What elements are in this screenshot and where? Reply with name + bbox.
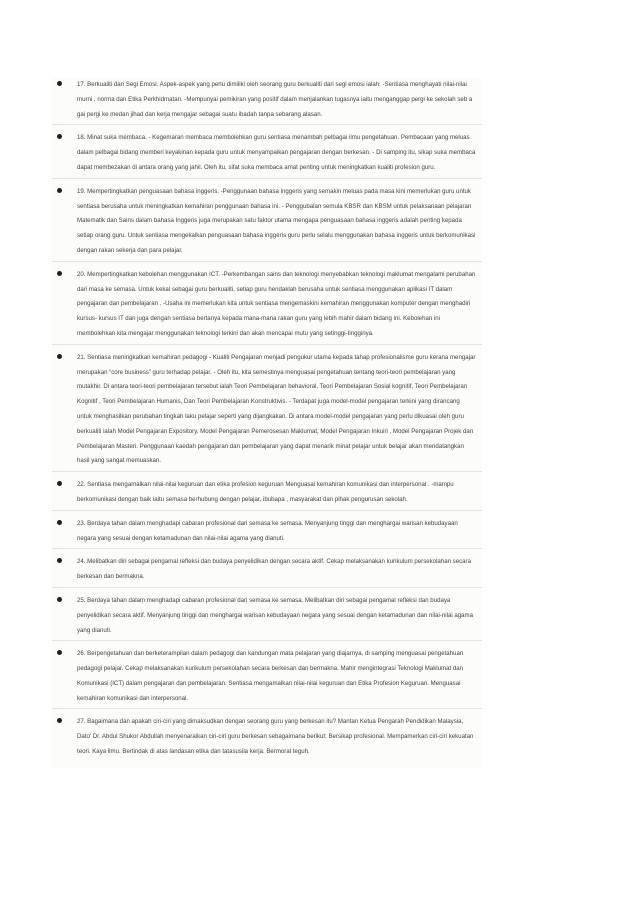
list-item-text: 18. Minat suka membaca. - Kegemaran membaca membolehkan guru sentiasa menambah pelbagai ilmu pengetahuan. Pembacaan yang meluas dalam pelbagai bidang memberi keyakinan kepada guru untuk menyampaikan pengajaran dengan berkesan. - Di samping itu, sikap suka membaca dapat membezakan di antara orang yang jahil. Oleh itu, sifat suka membaca amat penting untuk meningkatkan kualiti profesion guru. (77, 134, 476, 171)
list-item-text: 20. Mempertingkatkan kebolehan menggunakan ICT. -Perkembangan sains dan teknologi menyebabkan teknologi maklumat mengalami perubahan dari masa ke semasa. Untuk kekal sebagai guru berkualiti, setiap guru hendaklah berusaha untuk sentiasa menggunakan aplikasi IT dalam pengajaran dan pembelajaran . -Usaha ini memerlukan kita untuk sentiasa mengemaskini kemahiran menggunakan komputer dengan menghadiri kursus- kursus IT dan juga dengan sentiasa bertanya kepada mana-mana rakan guru yang lebih mahir dalam bidang ini. Kebolehan ini membolehkan kita mengajar menggunakan teknologi terkini dan akan mencapai mutu yang setinggi-tingginya. (77, 270, 476, 337)
bullet-icon (57, 271, 62, 276)
list-item (52, 185, 482, 262)
list-item-text: 23. Berdaya tahan dalam menghadapi cabaran profesional dari semasa ke semasa. Menyanjung tinggi dan menghargai warisan kebudayaan negara yang sesuai dengan ketamadunan dan nilai-nilai agama yang dianuti. (77, 519, 458, 542)
bullet-icon (57, 481, 62, 486)
list-item-text: 25. Berdaya tahan dalam menghadapi cabaran profesional dari semasa ke semasa. Melibatkan diri sebagai pengamal refleksi dan budaya penyelidikan secara aktif. Menyanjung tinggi dan menghargai warisan kebudayaan negara yang sesuai dengan ketamadunan dan nilai-nilai agama yang dianuti. (77, 596, 474, 634)
bullet-icon (57, 718, 62, 723)
list-item (52, 478, 482, 511)
list-item (52, 131, 482, 178)
list-item (52, 555, 482, 588)
bullet-icon (57, 597, 62, 602)
list-item-text: 24. Melibatkan diri sebagai pengamal refleksi dan budaya penyelidikan dengan secara aktif. Cekap melaksanakan kurikulum persekolahan secara berkesan dan bermakna. (77, 558, 471, 581)
list-item-text: 17. Berkualiti dari Segi Emosi. Aspek-aspek yang perlu dimiliki oleh seorang guru berkualiti dari segi emosi ialah: -Sentiasa menghayati nilai-nilai murni , norma dan Etika Perkhidmatan. -Mempunyai pemikiran yang positif dalam menjalankan tugasnya iaitu menganggap pergi ke sekolah seb a gai pergi ke medan jihad dan kerja mengajar sebagai suatu ibadah tanpa sebarang alasan. (77, 81, 473, 118)
list-item-text: 26. Berpengetahuan dan berketerampilan dalam pedagogi dan kandungan mata pelajaran yang diajarnya, di samping menguasai pengetahuan pedagogi pelajar. Cekap melaksanakan kurikulum persekolahan secara berkesan dan bermakna. Mahir mengintegrasi Teknologi Maklumat dan Komunikasi (ICT) dalam pengajaran dan pembelajaran. Sentiasa mengamalkan nilai-nilai keguruan dan Etika Profesion Keguruan. Menguasai kemahiran komunikasi dan interpersonal. (77, 650, 464, 702)
bullet-icon (57, 558, 62, 563)
list-item-text: 22. Sentiasa mengamalkan nilai-nilai keguruan dan etika profesion keguruan Menguasai kemahiran komunikasi dan interpersonal . -mampu berkomunikasi dengan baik iaitu semasa berhubung dengan pelajar, ibubapa , masyarakat dan pihak pengurusan sekolah. (77, 481, 454, 503)
bullet-icon (57, 188, 62, 193)
list-item (52, 351, 482, 472)
list-item-text: 19. Mempertingkatkan penguasaan bahasa inggeris. -Penggunaan bahasa inggeris yang semakin meluas pada masa kini memerlukan guru untuk sentiasa berusaha untuk meningkatkan kemahiran penggunaan bahasa ini. - Penggubalan semula KBSR dan KBSM untuk pelaksanaan pelajaran Matematik dan Sains dalam bahasa Inggeris juga merupakan satu faktor utama mengapa penguasaan bahasa inggeris adalah penting kepada setiap orang guru. Untuk sentiasa mengekalkan penguasaan bahasa inggeris guru perlu selalu menggunakan bahasa inggeris untuk berkomunikasi dengan rakan sekerja dan para pelajar. (77, 187, 476, 254)
bullet-icon (57, 81, 62, 86)
bullet-icon (57, 520, 62, 525)
list-item (52, 647, 482, 709)
bullet-icon (57, 134, 62, 139)
list-item-text: 21. Sentiasa meningkatkan kemahiran pedagogi - Kualiti Pengajaran menjadi pengukur utama kepada tahap profesionalisme guru kerana mengajar merupakan “core business” guru terhadap pelajar. - Oleh itu, kita semestinya menguasai pengetahuan tentang teori-teori pembelajaran yang mutakhir. Di antara teori-teori pembelajaran tersebut ialah Teori Pembelajaran behavioral, Teori Pembelajaran Sosial kognitif, Teori Pembelajaran Kognitif , Teori Pembelajaran Humanis, Dan Teori Pembelajaran Konstruktivis. - Terdapat juga model-model pengajaran terkini yang dirancang untuk menghasilkan perubahan tingkah laku pelajar seperti yang dijangkakan. Di antara model-model pengajaran yang perlu dikuasai oleh guru berkualiti ialah Model Pengajaran Expository, Model Pengajaran Pemerosesan Maklumat, Model Pengajaran Inkuiri , Model Pengajaran Projek dan Pembelajaran Masteri. Penggunaan kaedah pengajaran dan pembelajaran yang dapat menarik minat pelajar untuk belajar akan mendatangkan hasil yang sangat memuaskan. (77, 353, 476, 465)
list-item (52, 715, 482, 761)
bullet-icon (57, 650, 62, 655)
document-body (52, 78, 482, 768)
list-item (52, 594, 482, 641)
list-item (52, 268, 482, 345)
list-item (52, 517, 482, 550)
list-item-text: 27. Bagaimana dan apakah ciri-ciri yang dimaksudkan dengan seorang guru yang berkesan itu? Mantan Ketua Pengarah Pendidikan Malaysia, Dato' Dr. Abdul Shukor Abdullah menyenaraikan ciri-ciri guru berkesan sebagaimana berikut: Bersikap profesional. Mempamerkan ciri-ciri kekuatan teori. Kaya ilmu. Bertindak di atas landasan etika dan tatasusila kerja. Bermoral teguh. (77, 718, 474, 756)
bullet-icon (57, 354, 62, 359)
list-item (52, 78, 482, 125)
